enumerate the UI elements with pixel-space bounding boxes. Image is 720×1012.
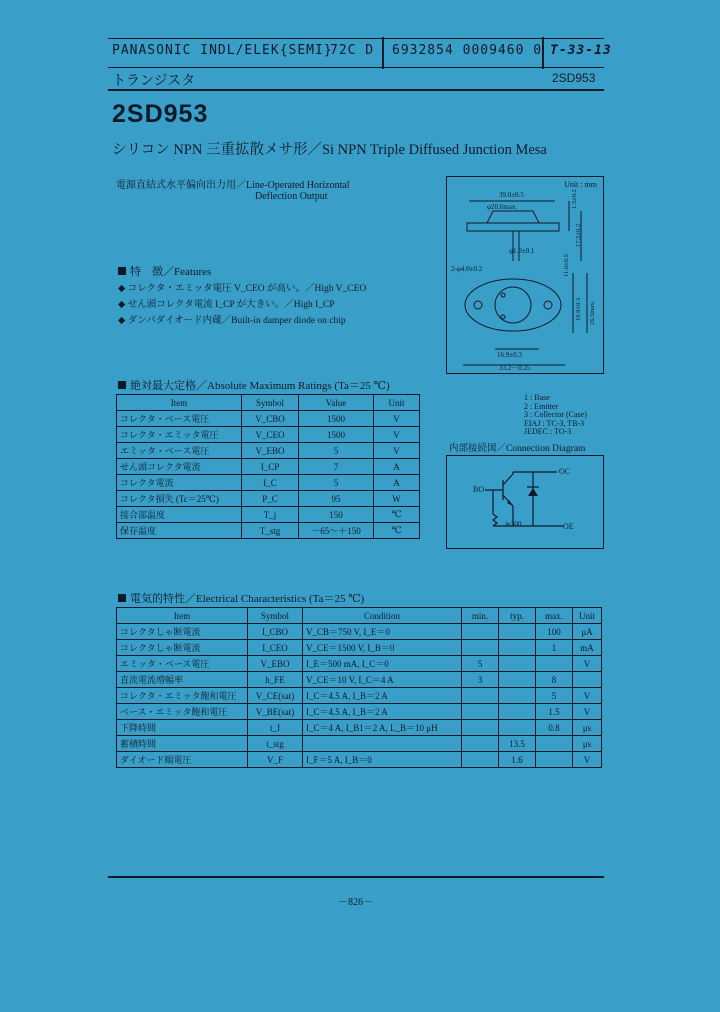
table-cell: I_E＝500 mA, I_C＝0 — [303, 656, 462, 672]
table-cell: エミッタ・ベース電圧 — [117, 443, 242, 459]
table-cell: コレクタしゃ断電流 — [117, 624, 248, 640]
table-cell: t_f — [248, 720, 303, 736]
part-number-right: 2SD953 — [552, 71, 596, 85]
table-row — [117, 475, 420, 491]
table-cell: μs — [573, 736, 602, 752]
table-row — [117, 656, 602, 672]
table-cell: V_CBO — [242, 411, 299, 427]
connection-heading: 内部接続図／Connection Diagram — [449, 444, 586, 454]
table-cell: I_F＝5 A, I_B＝0 — [303, 752, 462, 768]
table-cell: 5 — [462, 656, 499, 672]
dimension-label: 33.2－0.25 — [499, 364, 531, 372]
table-cell: 直流電流増幅率 — [117, 672, 248, 688]
column-header: min. — [462, 608, 499, 624]
table-cell: 5 — [299, 475, 374, 491]
table-row — [117, 640, 602, 656]
dimension-label: 26.5max. — [589, 300, 596, 325]
feature-item: ◆ せん頭コレクタ電流 I_CP が大きい。／High I_CP — [118, 300, 335, 310]
table-cell: 3 — [462, 672, 499, 688]
column-header: Condition — [303, 608, 462, 624]
dimension-label: 17.5±0.2 — [575, 223, 582, 247]
table-cell — [462, 688, 499, 704]
section-square-icon — [118, 267, 126, 275]
table-cell: 7 — [299, 459, 374, 475]
section-square-icon — [118, 594, 126, 602]
table-cell: コレクタ・エミッタ電圧 — [117, 427, 242, 443]
amr-heading: 絶対最大定格／Absolute Maximum Ratings (Ta＝25 ℃) — [118, 377, 390, 393]
table-cell — [462, 752, 499, 768]
column-header: Item — [117, 608, 248, 624]
column-header: Symbol — [248, 608, 303, 624]
table-cell: V — [573, 688, 602, 704]
table-cell: T_j — [242, 507, 299, 523]
table-cell: 13.5 — [499, 736, 536, 752]
table-row — [117, 688, 602, 704]
table-cell — [462, 640, 499, 656]
rule — [108, 876, 604, 878]
feature-item: ◆ コレクタ・エミッタ電圧 V_CEO が高い。／High V_CEO — [118, 284, 367, 294]
table-row — [117, 752, 602, 768]
table-cell: mA — [573, 640, 602, 656]
table-cell: ダイオード順電圧 — [117, 752, 248, 768]
table-cell: h_FE — [248, 672, 303, 688]
table-cell: 1.6 — [499, 752, 536, 768]
legend-item: 3 : Collector (Case) — [524, 410, 587, 419]
absolute-max-ratings-table — [116, 394, 420, 539]
table-cell: V — [374, 443, 420, 459]
page-subtitle: シリコン NPN 三重拡散メサ形／Si NPN Triple Diffused Junction Mesa — [112, 142, 547, 158]
table-cell: A — [374, 459, 420, 475]
table-cell — [462, 704, 499, 720]
table-cell — [462, 624, 499, 640]
table-cell: 1.5 — [536, 704, 573, 720]
column-header: Unit — [374, 395, 420, 411]
table-cell: V_CE＝1500 V, I_B＝0 — [303, 640, 462, 656]
connection-diagram-box — [446, 455, 604, 549]
table-cell: 5 — [536, 688, 573, 704]
table-cell: 150 — [299, 507, 374, 523]
dimension-label: 39.0±0.5 — [499, 191, 524, 199]
unit-label: Unit : mm — [564, 180, 597, 189]
package-outline-box — [446, 176, 604, 374]
feature-item: ◆ ダンパダイオード内蔵／Built-in damper diode on chip — [118, 316, 346, 326]
table-cell: I_C — [242, 475, 299, 491]
legend-item: 1 : Base — [524, 393, 550, 402]
table-cell: V_EBO — [248, 656, 303, 672]
category-label: トランジスタ — [112, 72, 196, 88]
table-cell: －65～＋150 — [299, 523, 374, 539]
table-cell: 100 — [536, 624, 573, 640]
dimension-label: 2-φ4.0±0.2 — [451, 265, 483, 273]
dimension-label: 11.0±0.5 — [563, 254, 570, 277]
header-divider — [542, 37, 544, 69]
features-heading: 特 徴／Features — [118, 263, 211, 279]
rule — [108, 89, 604, 91]
header-divider — [382, 37, 384, 69]
table-row — [117, 507, 420, 523]
table-cell: T_stg — [242, 523, 299, 539]
table-cell — [499, 704, 536, 720]
table-cell: コレクタ電流 — [117, 475, 242, 491]
table-cell — [499, 640, 536, 656]
table-cell — [536, 752, 573, 768]
table-row — [117, 523, 420, 539]
table-cell — [499, 624, 536, 640]
page-title: 2SD953 — [112, 100, 209, 128]
table-row — [117, 491, 420, 507]
table-cell: V_BE(sat) — [248, 704, 303, 720]
section-square-icon — [118, 381, 126, 389]
table-cell: 1500 — [299, 427, 374, 443]
connection-diagram — [447, 456, 603, 548]
table-cell: V — [573, 752, 602, 768]
table-cell: 保存温度 — [117, 523, 242, 539]
table-cell: V_CE＝10 V, I_C＝4 A — [303, 672, 462, 688]
table-cell: コレクタ・ベース電圧 — [117, 411, 242, 427]
column-header: Unit — [573, 608, 602, 624]
table-cell: P_C — [242, 491, 299, 507]
table-cell — [536, 656, 573, 672]
table-cell: μA — [573, 624, 602, 640]
dimension-label: 10.9±0.3 — [575, 297, 582, 321]
header-code-3: T-33-13 — [550, 43, 612, 58]
table-cell: せん頭コレクタ電流 — [117, 459, 242, 475]
table-cell: V — [573, 704, 602, 720]
table-cell — [499, 656, 536, 672]
table-cell: 5 — [299, 443, 374, 459]
legend-item: JEDEC : TO-3 — [524, 427, 572, 436]
document-header-strip — [108, 38, 612, 68]
table-cell: W — [374, 491, 420, 507]
table-row — [117, 672, 602, 688]
table-cell: A — [374, 475, 420, 491]
table-cell: V_CB＝750 V, I_E＝0 — [303, 624, 462, 640]
package-legend — [524, 394, 587, 437]
table-cell: V — [374, 411, 420, 427]
table-row — [117, 624, 602, 640]
table-row — [117, 443, 420, 459]
table-row — [117, 411, 420, 427]
table-cell: V_CEO — [242, 427, 299, 443]
table-cell: t_stg — [248, 736, 303, 752]
table-cell: I_C＝4 A, I_B1＝2 A, L_B＝10 μH — [303, 720, 462, 736]
table-row — [117, 720, 602, 736]
table-cell: コレクタしゃ断電流 — [117, 640, 248, 656]
column-header: typ. — [499, 608, 536, 624]
table-cell: 1 — [536, 640, 573, 656]
table-cell — [303, 736, 462, 752]
table-cell: エミッタ・ベース電圧 — [117, 656, 248, 672]
dimension-label: φ20.6max. — [487, 203, 518, 211]
table-cell: 0.8 — [536, 720, 573, 736]
table-cell — [462, 736, 499, 752]
table-cell: 蓄積時間 — [117, 736, 248, 752]
table-cell: V — [573, 656, 602, 672]
table-cell: μs — [573, 720, 602, 736]
table-cell — [499, 672, 536, 688]
application-line-2: Deflection Output — [255, 191, 328, 202]
table-cell: V_CE(sat) — [248, 688, 303, 704]
table-row — [117, 704, 602, 720]
table-cell: ℃ — [374, 523, 420, 539]
application-line-1: 電源直結式水平偏向出力用／Line-Operated Horizontal — [116, 180, 350, 191]
table-header-row — [117, 608, 602, 624]
connection-label: OC — [559, 467, 571, 476]
table-row — [117, 459, 420, 475]
table-cell — [499, 688, 536, 704]
table-cell — [536, 736, 573, 752]
header-code-1: 72C D — [330, 43, 375, 58]
table-cell: I_CBO — [248, 624, 303, 640]
column-header: Item — [117, 395, 242, 411]
column-header: max. — [536, 608, 573, 624]
table-cell: I_C＝4.5 A, I_B＝2 A — [303, 688, 462, 704]
header-code-2: 6932854 0009460 0 — [392, 43, 543, 58]
table-cell: V — [374, 427, 420, 443]
table-cell: 95 — [299, 491, 374, 507]
page-number: －826－ — [338, 897, 373, 908]
table-cell: コレクタ・エミッタ飽和電圧 — [117, 688, 248, 704]
package-drawing — [447, 177, 603, 373]
table-cell — [462, 720, 499, 736]
table-cell: 下降時間 — [117, 720, 248, 736]
dimension-label: φ1.0±0.1 — [509, 247, 535, 255]
connection-label: OE — [563, 522, 574, 531]
dimension-label: 1.5±0.2 — [571, 189, 578, 209]
table-cell: V_EBO — [242, 443, 299, 459]
table-cell: コレクタ損失 (Tc＝25℃) — [117, 491, 242, 507]
legend-item: EIAJ : TC-3, TB-3 — [524, 418, 585, 428]
table-header-row — [117, 395, 420, 411]
table-cell — [573, 672, 602, 688]
dimension-label: 16.9±0.3 — [497, 351, 522, 359]
table-cell: ℃ — [374, 507, 420, 523]
legend-item: 2 : Emitter — [524, 401, 559, 411]
ec-heading: 電気的特性／Electrical Characteristics (Ta＝25 ℃) — [118, 590, 364, 606]
electrical-characteristics-table — [116, 607, 602, 768]
table-cell: ベース・エミッタ飽和電圧 — [117, 704, 248, 720]
table-cell: I_C＝4.5 A, I_B＝2 A — [303, 704, 462, 720]
table-row — [117, 736, 602, 752]
table-cell: V_F — [248, 752, 303, 768]
table-cell: 接合部温度 — [117, 507, 242, 523]
column-header: Symbol — [242, 395, 299, 411]
table-cell — [499, 720, 536, 736]
connection-label: ≒300 — [505, 520, 522, 528]
connection-label: BO — [473, 485, 485, 494]
company-name: PANASONIC INDL/ELEK{SEMI} — [112, 43, 333, 58]
table-cell: I_CP — [242, 459, 299, 475]
column-header: Value — [299, 395, 374, 411]
table-cell: 1500 — [299, 411, 374, 427]
table-cell: 8 — [536, 672, 573, 688]
table-cell: I_CEO — [248, 640, 303, 656]
table-row — [117, 427, 420, 443]
